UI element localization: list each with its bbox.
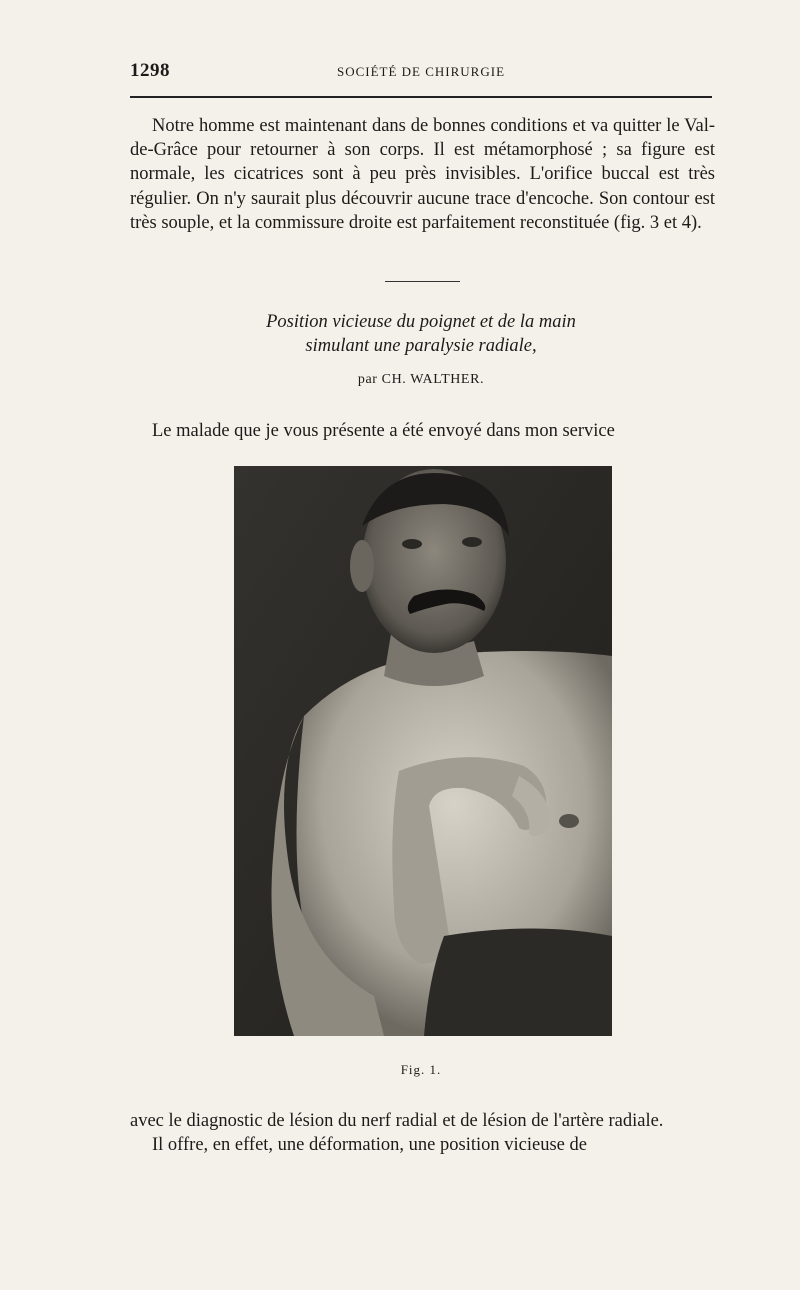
paragraph-1: Notre homme est maintenant dans de bonnes conditions et va quitter le Val-de-Grâce pour retourner à son corps. Il est métamorphosé ; sa figure est normale, les cicatrices sont à peu près invisibles. L'orifice buccal est très régulier. On n'y saurait plus découvrir aucune trace d'encoche. Son contour est très souple, et la commissure droite est parfaitement reconstituée (fig. 3 et 4). (130, 116, 715, 233)
page-header (130, 56, 712, 86)
article-title-line-2: simulant une paralysie radiale, (305, 336, 537, 356)
paragraph-3: avec le diagnostic de lésion du nerf radial et de lésion de l'artère radiale. (130, 1111, 664, 1131)
section-divider (385, 281, 460, 282)
paragraph-4: Il offre, en effet, une déformation, une position vicieuse de (152, 1135, 587, 1156)
running-head: SOCIÉTÉ DE CHIRURGIE (336, 64, 506, 79)
page-number: 1298 (130, 60, 170, 81)
body-text-bottom (130, 1109, 715, 1157)
body-text-intro (130, 419, 715, 443)
article-title-line-1: Position vicieuse du poignet et de la main (266, 312, 576, 332)
body-text-top (130, 114, 715, 235)
header-rule (130, 96, 712, 98)
paragraph-2: Le malade que je vous présente a été envoyé dans mon service (152, 421, 615, 441)
figure-caption: Fig. 1. (400, 1062, 442, 1077)
byline: par CH. WALTHER. (357, 372, 485, 387)
article-title (130, 310, 712, 358)
figure-photograph (234, 466, 612, 1036)
patient-photograph-illustration (234, 466, 612, 1036)
